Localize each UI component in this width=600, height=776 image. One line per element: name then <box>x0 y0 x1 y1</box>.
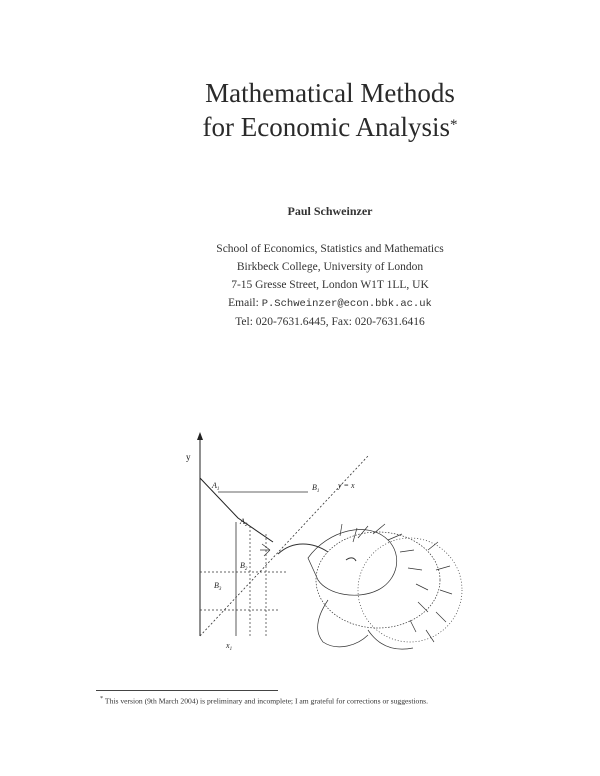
affiliation-college: Birkbeck College, University of London <box>236 261 424 273</box>
email-address[interactable]: P.Schweinzer@econ.bbk.ac.uk <box>261 298 432 310</box>
footnote-text: This version (9th March 2004) is preliminary and incomplete; I am grateful for corrections or suggestions. <box>103 696 429 706</box>
label-A2-letter: A <box>240 517 245 526</box>
label-B3 <box>214 581 222 592</box>
title-line-2 <box>100 110 560 144</box>
label-A1-sub: 1 <box>216 487 220 492</box>
title-line-2-text: for Economic Analysis <box>202 112 450 142</box>
label-B1-letter: B <box>312 483 317 492</box>
footnote-mark: * <box>100 695 104 702</box>
y-axis-label: y <box>186 452 191 462</box>
label-B1 <box>312 483 319 494</box>
label-B2 <box>240 561 248 572</box>
affiliation-block <box>100 240 560 331</box>
cover-illustration <box>178 430 478 670</box>
hedgehog-sketch <box>260 524 462 649</box>
label-x1-sub: 1 <box>229 647 233 652</box>
label-B3-sub: 3 <box>218 587 222 592</box>
label-A1-letter: A <box>212 481 217 490</box>
title-footnote-mark: * <box>449 117 458 133</box>
footnote <box>100 695 560 706</box>
title-line-1: Mathematical Methods <box>205 78 455 108</box>
label-B2-sub: 2 <box>244 567 248 572</box>
affiliation-address: 7-15 Gresse Street, London W1T 1LL, UK <box>231 279 429 291</box>
y-axis-arrow <box>197 432 203 440</box>
affiliation-school: School of Economics, Statistics and Mathematics <box>216 243 444 255</box>
label-B1-sub: 1 <box>316 489 320 494</box>
email-label: Email: <box>228 297 262 309</box>
label-x1 <box>225 641 232 652</box>
label-x1-letter: x <box>226 641 230 650</box>
affiliation-email-line <box>100 294 560 313</box>
label-B3-letter: B <box>214 581 219 590</box>
diagonal-label: y = x <box>338 481 355 490</box>
affiliation-phone: Tel: 020-7631.6445, Fax: 020-7631.6416 <box>235 316 425 328</box>
label-B2-letter: B <box>240 561 245 570</box>
footnote-rule <box>96 690 278 691</box>
label-A2 <box>239 517 248 528</box>
demand-curve <box>200 478 273 542</box>
label-A2-sub: 2 <box>244 523 248 528</box>
document-title <box>100 76 560 144</box>
author-name: Paul Schweinzer <box>287 204 373 218</box>
